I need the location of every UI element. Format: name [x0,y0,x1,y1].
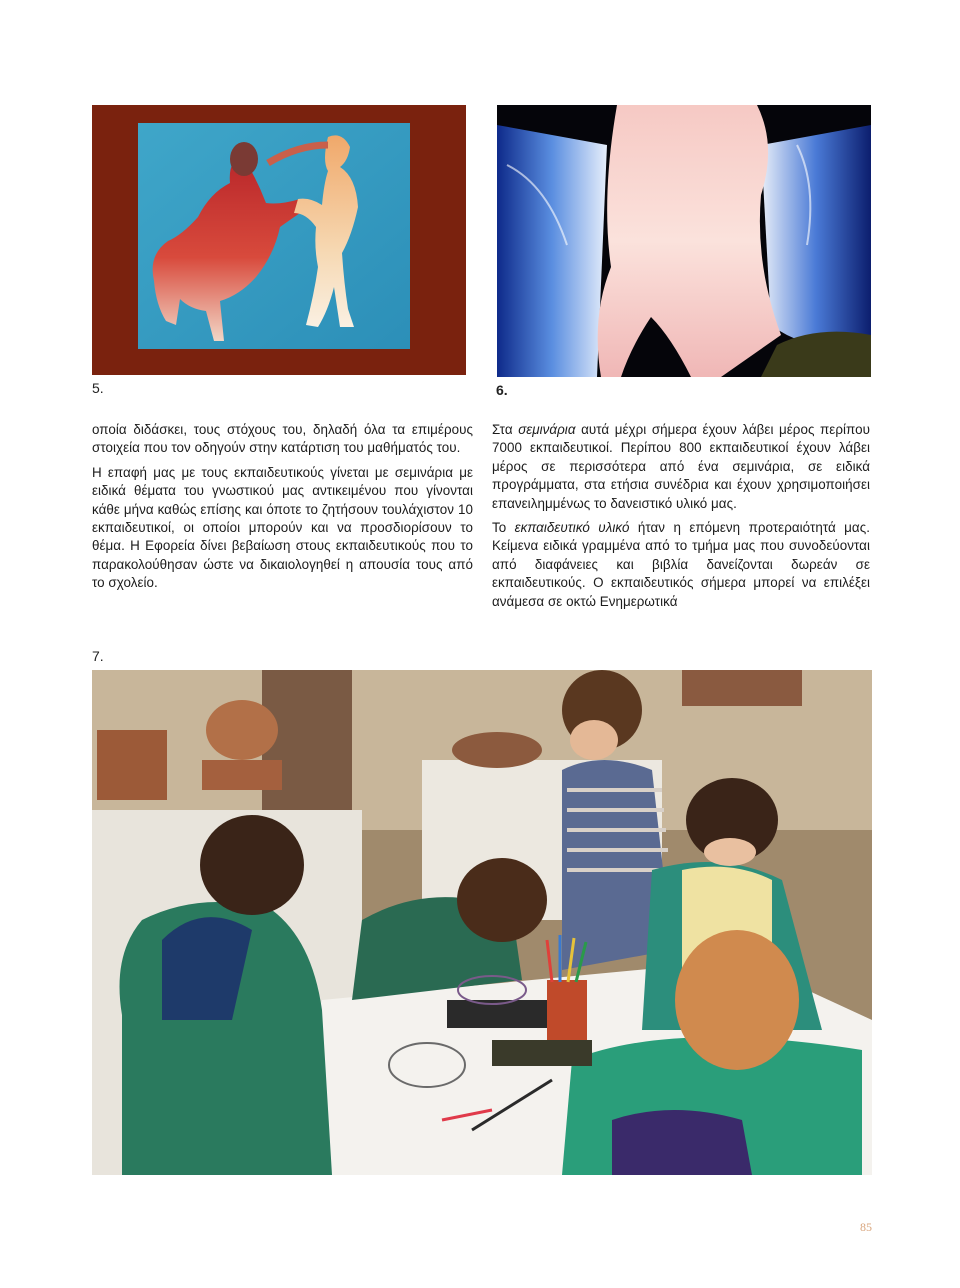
figure-7-children-photo [92,670,872,1175]
right-p2-rest: ήταν η επόμενη προτεραιότητά μας. Κείμενα ειδικά γραμμένα από το τμήμα μας που συνοδεύονται από διαφάνειες και βιβλία δανείζονται δωρεάν σε εκπαιδευτικούς. Ο εκπαιδευτικός σήμερα μπορεί να επιλέξει ανάμεσα σε οκτώ Ενημερωτικά [492,520,870,609]
figure-5-label: 5. [92,380,104,396]
right-text-column [492,421,870,617]
right-paragraph-1 [492,421,870,513]
right-paragraph-2 [492,519,870,611]
right-p1-rest: αυτά μέχρι σήμερα έχουν λάβει μέρος περίπου 7000 εκπαιδευτικοί. Περίπου 800 εκπαιδευτικοί έχουν λάβει μέρος σε περισσότερα από ένα σεμινάρια, σε ειδικά προγράμματα, στα ετήσια συνέδρια και έχουν χρησιμοποιήσει επανειλημμένως το δανειστικό υλικό μας. [492,422,870,511]
figure-7-label: 7. [92,648,104,664]
right-p1-start: Στα [492,422,519,437]
page-number: 85 [860,1220,872,1234]
figure-6-label: 6. [496,382,508,398]
right-p2-start: Το [492,520,515,536]
figure-6-torso-graphic [497,105,871,377]
right-p2-emphasis: εκπαιδευτικό υλικό [514,520,630,536]
right-p1-emphasis: σεμινάρια [518,422,576,437]
left-paragraph-2: Η επαφή μας με τους εκπαιδευτικούς γίνεται με σεμινάρια με ειδικά θέματα του γνωστικού μας αντικειμένου που γίνονται κάθε μήνα καθώς επίσης και όποτε το ζητήσουν τουλάχιστον 10 εκπαιδευτικοί, οι οποίοι μπορούν και να προσδιορίσουν το θέμα. Η Εφορεία δίνει βεβαίωση στους εκπαιδευτικούς που το παρακολούθησαν ώστε να δικαιολογηθεί η απουσία τους από το σχολείο. [92,464,473,591]
left-text-column [92,421,473,599]
left-paragraph-1: οποία διδάσκει, τους στόχους του, δηλαδή όλα τα επιμέρους στοιχεία που τον οδηγούν στην κατάρτιση του μαθήματός του. [92,422,473,456]
figure-5-centaur-graphic [92,105,466,375]
